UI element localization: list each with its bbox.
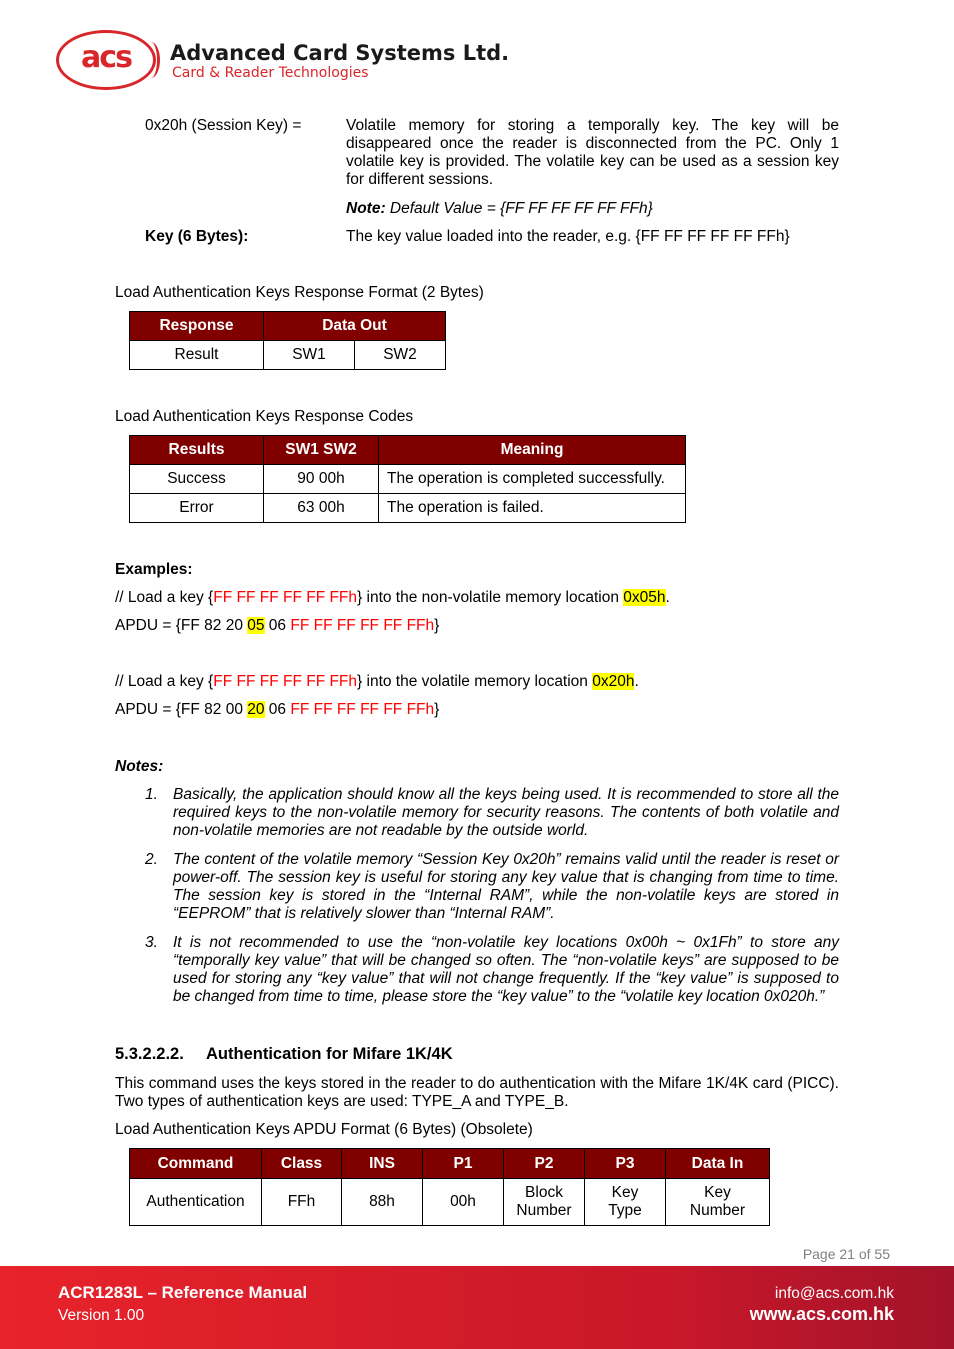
list-number: 3. xyxy=(145,934,158,951)
table-header-row xyxy=(130,436,686,465)
examples-heading: Examples: xyxy=(115,561,193,578)
key-value-red: FF FF FF FF FF FFh xyxy=(290,617,435,634)
session-key-term: 0x20h (Session Key) = xyxy=(145,117,302,134)
list-number: 2. xyxy=(145,851,158,868)
apdu-format-table xyxy=(129,1148,770,1226)
table-header-cell: Results xyxy=(130,436,264,465)
table-cell: Result xyxy=(130,341,264,370)
company-tagline: Card & Reader Technologies xyxy=(172,65,369,81)
list-text: Basically, the application should know all the keys being used. It is recommended to store all the required keys to the non-volatile memory for security reasons. The contents of both volatile and non-volatile memories are not readable by the outside world. xyxy=(173,786,839,839)
logo-mark-text: acs xyxy=(81,40,131,75)
text-segment: } into the non-volatile memory location xyxy=(357,589,624,606)
response-format-table xyxy=(129,311,446,370)
table-cell: FFh xyxy=(262,1179,342,1226)
default-value-note xyxy=(346,200,839,218)
table-cell: 63 00h xyxy=(264,494,379,523)
page-number: Page 21 of 55 xyxy=(802,1246,890,1262)
table-cell: Error xyxy=(130,494,264,523)
memory-location-highlight: 0x05h xyxy=(623,589,666,606)
text-segment: 06 xyxy=(264,701,291,718)
table-header-row xyxy=(130,1149,770,1179)
table-header-cell: Meaning xyxy=(379,436,686,465)
example-1-comment xyxy=(115,589,670,607)
table-cell: The operation is failed. xyxy=(379,494,686,523)
apdu-format-caption: Load Authentication Keys APDU Format (6 Bytes) (Obsolete) xyxy=(115,1121,533,1138)
notes-heading: Notes: xyxy=(115,758,164,775)
section-title: Authentication for Mifare 1K/4K xyxy=(206,1045,453,1063)
key-value-red: FF FF FF FF FF FFh xyxy=(213,673,358,690)
table-cell: SW2 xyxy=(355,341,446,370)
section-body: This command uses the keys stored in the reader to do authentication with the Mifare 1K/4K card (PICC). Two types of authentication keys are used: TYPE_A and TYPE_B. xyxy=(115,1075,839,1110)
location-byte-highlight: 20 xyxy=(247,701,265,718)
example-2-comment xyxy=(115,673,639,691)
table-header-cell: P2 xyxy=(504,1149,585,1179)
table-header-cell: Command xyxy=(130,1149,262,1179)
text-segment: } xyxy=(434,701,440,718)
list-text: It is not recommended to use the “non-volatile key locations 0x00h ~ 0x1Fh” to store any “temporally key value” that will be changed so often. The “non-volatile keys” are supposed to be used for storing any “key value” that will not change frequently. If the “key value” is supposed to be changed from time to time, please store the “key value” to the “volatile key location 0x020h.” xyxy=(173,934,839,1005)
key-value-red: FF FF FF FF FF FFh xyxy=(213,589,358,606)
footer-website-link[interactable]: www.acs.com.hk xyxy=(749,1304,894,1324)
footer-version: Version 1.00 xyxy=(58,1307,145,1324)
text-segment: // Load a key { xyxy=(115,589,214,606)
company-name: Advanced Card Systems Ltd. xyxy=(170,41,510,65)
footer-email-link[interactable]: info@acs.com.hk xyxy=(774,1285,894,1302)
table-header-cell: P3 xyxy=(585,1149,666,1179)
text-segment: . xyxy=(665,589,670,606)
section-number: 5.3.2.2.2. xyxy=(115,1045,184,1063)
table-header-cell: Data In xyxy=(666,1149,770,1179)
session-key-description: Volatile memory for storing a temporally key. The key will be disappeared once the reader is disconnected from the PC. Only 1 volatile key is provided. The volatile key can be used as a session key for different sessions. xyxy=(346,117,839,188)
note-label: Note: xyxy=(346,200,386,217)
response-codes-table xyxy=(129,435,686,523)
table-cell: Key Type xyxy=(585,1179,666,1226)
table-header-cell: Data Out xyxy=(264,312,446,341)
table-cell: 00h xyxy=(423,1179,504,1226)
list-number: 1. xyxy=(145,786,158,803)
table-header-cell: INS xyxy=(342,1149,423,1179)
text-segment: 06 xyxy=(264,617,291,634)
list-text: The content of the volatile memory “Session Key 0x20h” remains valid until the reader is reset or power-off. The session key is useful for storing any key value that is changing from time to time. The session key is stored in the “Internal RAM”, while the non-volatile keys are stored in “EEPROM” that is relatively slower than “Internal RAM”. xyxy=(173,851,839,922)
text-segment: APDU = {FF 82 20 xyxy=(115,617,248,634)
key-term: Key (6 Bytes): xyxy=(145,228,249,245)
table-cell: The operation is completed successfully. xyxy=(379,465,686,494)
key-value-red: FF FF FF FF FF FFh xyxy=(290,701,435,718)
table-header-cell: SW1 SW2 xyxy=(264,436,379,465)
response-format-caption: Load Authentication Keys Response Format (2 Bytes) xyxy=(115,284,484,301)
table-cell: Authentication xyxy=(130,1179,262,1226)
table-cell: Key Number xyxy=(666,1179,770,1226)
text-segment: } into the volatile memory location xyxy=(357,673,593,690)
footer-document-title: ACR1283L – Reference Manual xyxy=(58,1283,308,1302)
key-description: The key value loaded into the reader, e.g. {FF FF FF FF FF FFh} xyxy=(346,228,790,245)
table-header-cell: Response xyxy=(130,312,264,341)
page-footer xyxy=(0,1266,954,1349)
memory-location-highlight: 0x20h xyxy=(592,673,635,690)
text-segment: . xyxy=(634,673,639,690)
text-segment: // Load a key { xyxy=(115,673,214,690)
response-codes-caption: Load Authentication Keys Response Codes xyxy=(115,408,414,425)
example-1-apdu xyxy=(115,617,439,635)
table-header-cell: Class xyxy=(262,1149,342,1179)
table-cell: Success xyxy=(130,465,264,494)
table-row xyxy=(130,341,446,370)
table-row xyxy=(130,1179,770,1226)
company-logo xyxy=(56,30,510,94)
table-cell: Block Number xyxy=(504,1179,585,1226)
table-header-cell: P1 xyxy=(423,1149,504,1179)
table-header-row xyxy=(130,312,446,341)
table-row xyxy=(130,494,686,523)
text-segment: } xyxy=(434,617,440,634)
table-cell: 90 00h xyxy=(264,465,379,494)
note-value: Default Value = {FF FF FF FF FF FFh} xyxy=(385,200,653,217)
table-cell: SW1 xyxy=(264,341,355,370)
section-heading xyxy=(115,1045,453,1063)
location-byte-highlight: 05 xyxy=(247,617,265,634)
table-row xyxy=(130,465,686,494)
example-2-apdu xyxy=(115,701,439,719)
text-segment: APDU = {FF 82 00 xyxy=(115,701,248,718)
table-cell: 88h xyxy=(342,1179,423,1226)
